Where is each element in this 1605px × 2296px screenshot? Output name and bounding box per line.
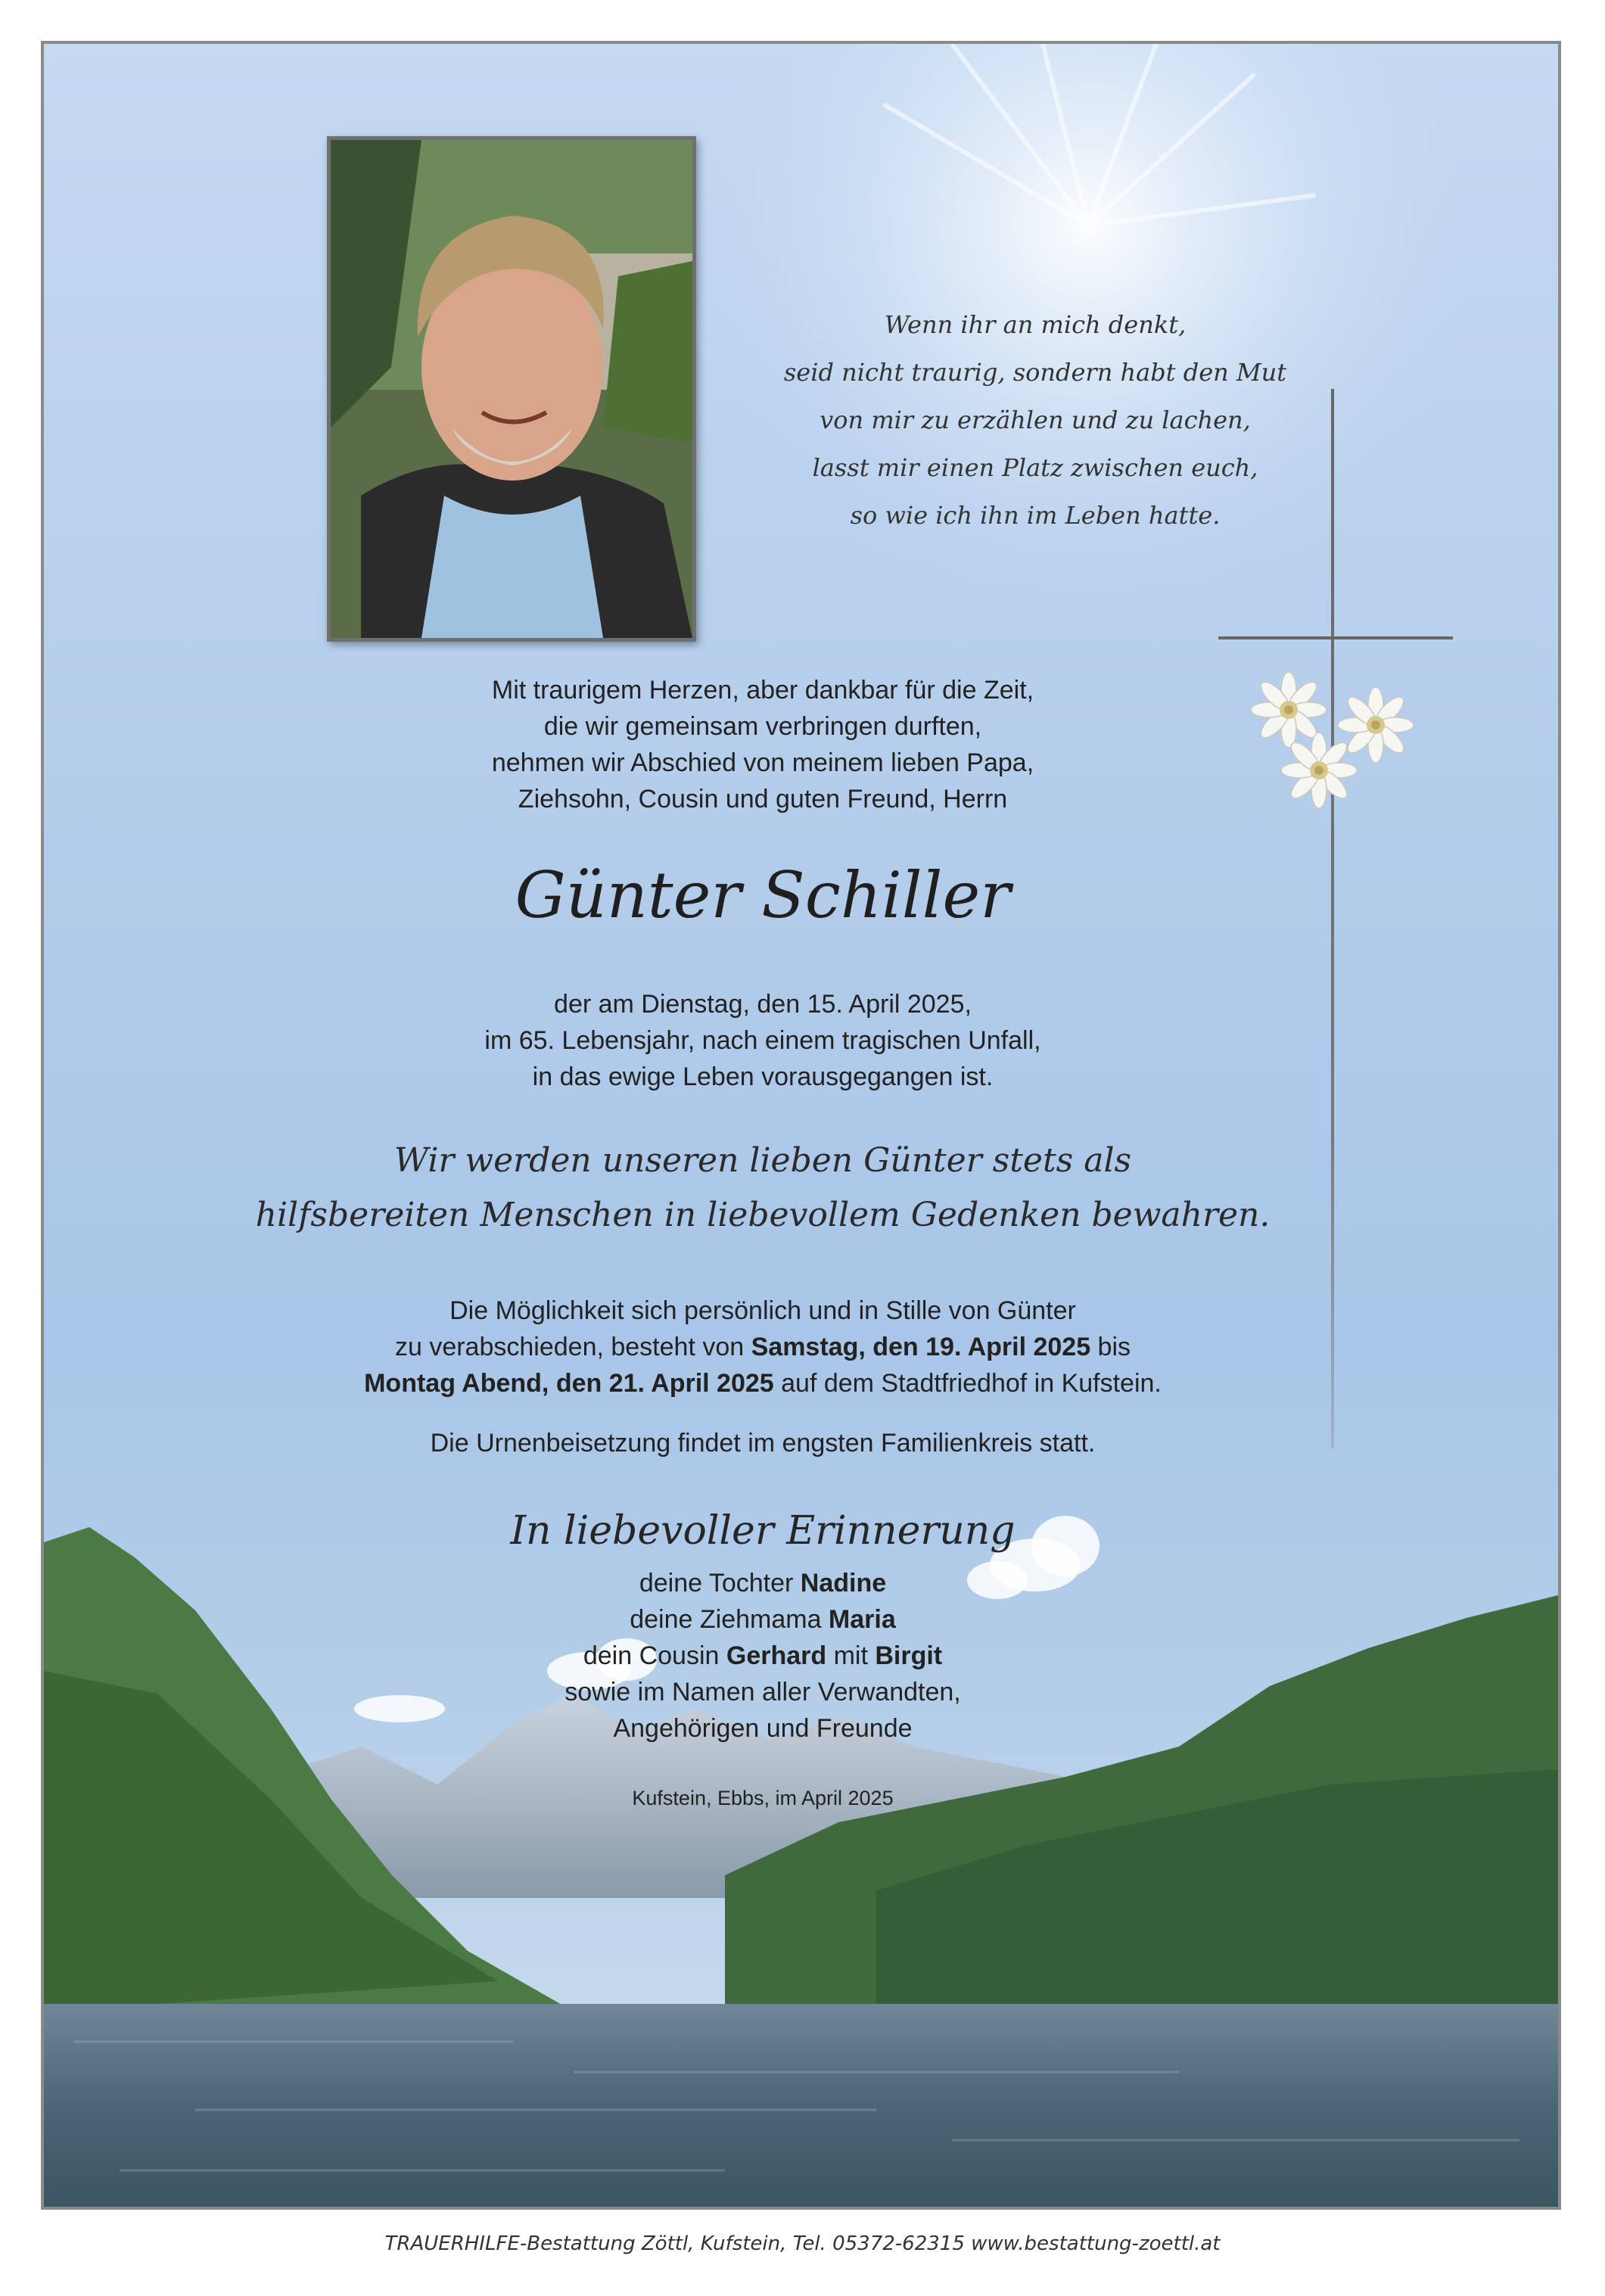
- deceased-name: Günter Schiller: [515, 858, 1011, 932]
- poem-line: von mir zu erzählen und zu lachen,: [820, 406, 1251, 434]
- family-others-line: Angehörigen und Freunde: [613, 1714, 913, 1743]
- farewell-line-2: [195, 1329, 1330, 1365]
- farewell-details: [195, 1293, 1330, 1402]
- relative-name: Gerhard: [726, 1641, 827, 1670]
- portrait-photo: [327, 136, 696, 642]
- farewell-location: auf dem Stadtfriedhof in Kufstein.: [773, 1369, 1162, 1398]
- family-others-line: sowie im Namen aller Verwandten,: [565, 1678, 961, 1706]
- urn-burial-note: Die Urnenbeisetzung findet im engsten Familienkreis statt.: [430, 1429, 1096, 1458]
- memory-line: Wir werden unseren lieben Günter stets als: [393, 1141, 1132, 1180]
- parte-card: [41, 41, 1561, 2210]
- relative-name: Nadine: [800, 1569, 887, 1598]
- death-notice: [195, 986, 1330, 1095]
- poem-line: so wie ich ihn im Leben hatte.: [850, 501, 1221, 530]
- poem-line: seid nicht traurig, sondern habt den Mut: [783, 358, 1287, 387]
- poem-line: Wenn ihr an mich denkt,: [884, 310, 1187, 339]
- death-line: in das ewige Leben vorausgegangen ist.: [532, 1062, 994, 1091]
- intro-text: [195, 672, 1330, 817]
- place-date: Kufstein, Ebbs, im April 2025: [632, 1787, 894, 1809]
- poem-line: lasst mir einen Platz zwischen euch,: [812, 453, 1258, 482]
- intro-line: Ziehsohn, Cousin und guten Freund, Herrn: [518, 785, 1008, 814]
- farewell-line-1: Die Möglichkeit sich persönlich und in Stille von Günter: [449, 1296, 1076, 1325]
- closing-heading: In liebevoller Erinnerung: [510, 1508, 1016, 1554]
- funeral-home-footer: TRAUERHILFE-Bestattung Zöttl, Kufstein, Tel. 05372-62315 www.bestattung-zoettl.at: [384, 2232, 1221, 2255]
- farewell-text: zu verabschieden, besteht von: [394, 1333, 751, 1361]
- death-line: im 65. Lebensjahr, nach einem tragischen Unfall,: [484, 1026, 1041, 1055]
- relation-label: mit: [826, 1641, 876, 1670]
- death-line: der am Dienstag, den 15. April 2025,: [554, 990, 972, 1019]
- relative-name: Birgit: [875, 1641, 943, 1670]
- farewell-line-3: [195, 1365, 1330, 1402]
- relation-label: deine Tochter: [639, 1569, 801, 1598]
- intro-line: nehmen wir Abschied von meinem lieben Papa,: [491, 748, 1034, 777]
- lake: [44, 2004, 1558, 2207]
- relative-name: Maria: [828, 1605, 896, 1634]
- relation-label: dein Cousin: [583, 1641, 726, 1670]
- farewell-end-date: Montag Abend, den 21. April 2025: [364, 1369, 774, 1398]
- family-cousin: [195, 1638, 1330, 1674]
- farewell-start-date: Samstag, den 19. April 2025: [751, 1333, 1091, 1361]
- family-list: [195, 1565, 1330, 1747]
- memory-line: hilfsbereiten Menschen in liebevollem Gedenken bewahren.: [255, 1196, 1271, 1234]
- intro-line: Mit traurigem Herzen, aber dankbar für die Zeit,: [491, 676, 1034, 705]
- family-stepmother: [195, 1601, 1330, 1638]
- cross-vertical-bar: [1331, 389, 1334, 1448]
- memory-quote: [157, 1134, 1368, 1243]
- cross-horizontal-bar: [1218, 636, 1453, 639]
- family-daughter: [195, 1565, 1330, 1601]
- intro-line: die wir gemeinsam verbringen durften,: [543, 712, 982, 741]
- relation-label: deine Ziehmama: [630, 1605, 829, 1634]
- poem: [695, 301, 1376, 540]
- farewell-text: bis: [1090, 1333, 1131, 1361]
